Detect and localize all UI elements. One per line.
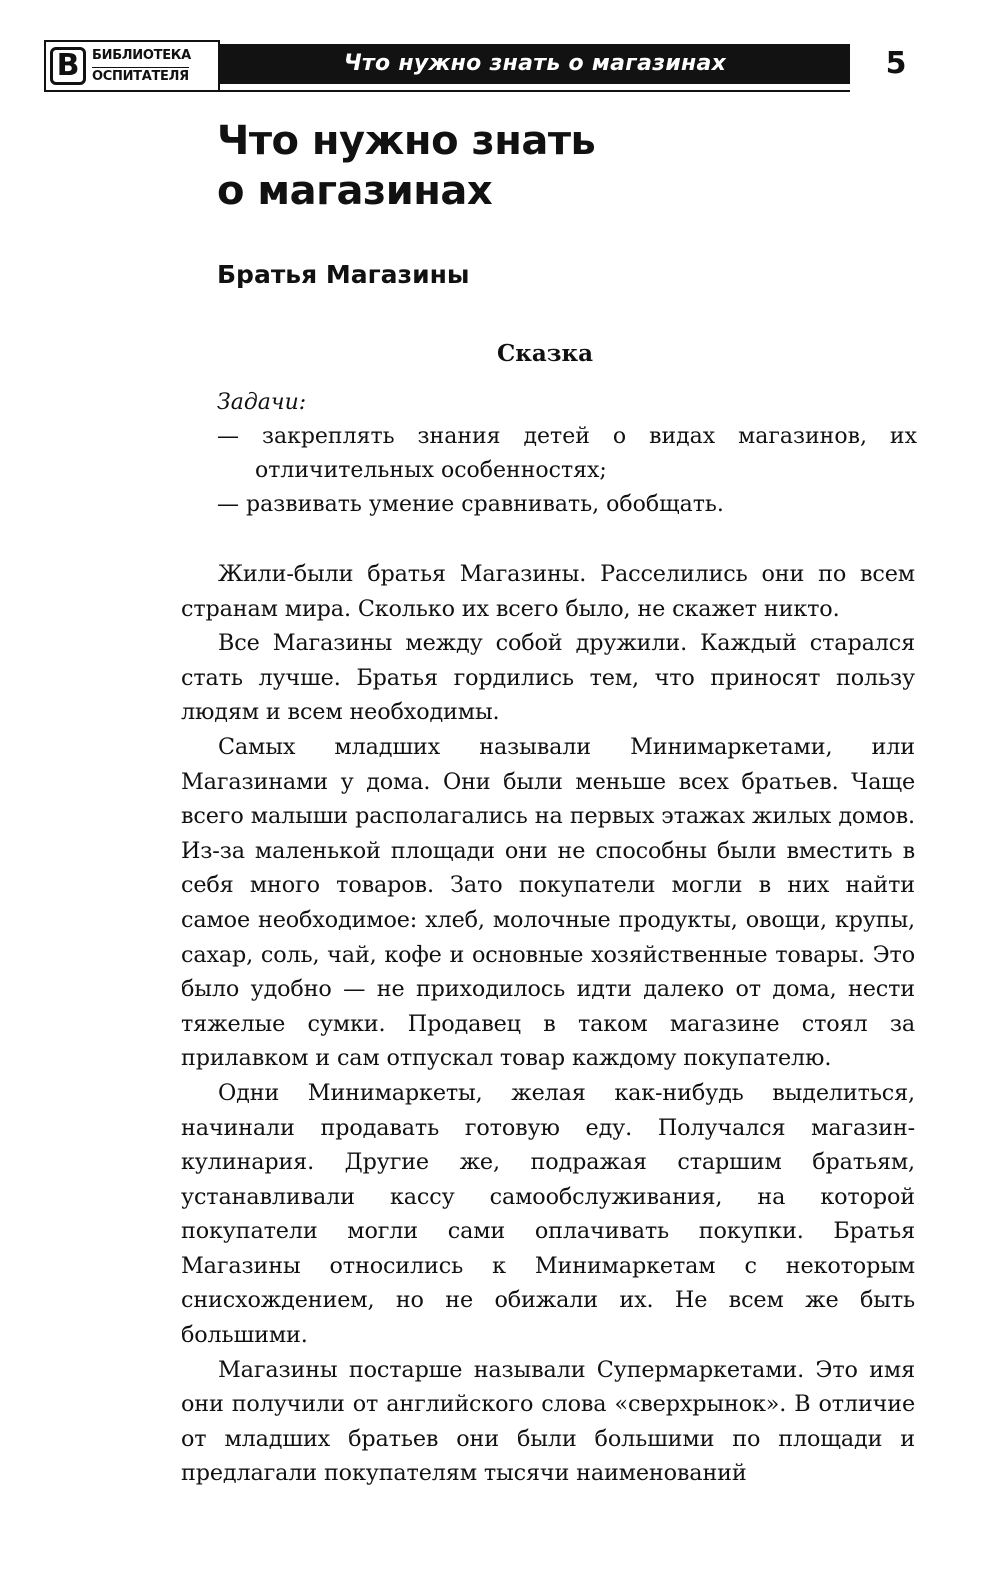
running-header bbox=[44, 40, 914, 96]
paragraph: Магазины постарше называли Супермаркетами. Это имя они получили от английского слова «сверхрынок». В отличие от младших братьев они были большими по площади и предлагали покупателям тысячи наименований bbox=[181, 1356, 915, 1487]
series-logo-line1: БИБЛИОТЕКА bbox=[92, 48, 191, 63]
paragraph: Жили-были братья Магазины. Расселились они по всем странам мира. Сколько их всего было, не скажет никто. bbox=[181, 561, 915, 622]
page-number: 5 bbox=[885, 46, 907, 81]
chapter-title-line1: Что нужно знать bbox=[217, 118, 596, 164]
header-divider bbox=[220, 90, 850, 92]
tasks-block bbox=[217, 386, 917, 522]
chapter-title bbox=[217, 116, 917, 216]
genre-label: Сказка bbox=[496, 340, 593, 367]
chapter-title-line2: о магазинах bbox=[217, 168, 493, 214]
task-item: — развивать умение сравнивать, обобщать. bbox=[217, 492, 724, 517]
paragraph: Все Магазины между собой дружили. Каждый старался стать лучше. Братья гордились тем, что приносят пользу людям и всем необходимы. bbox=[181, 630, 915, 726]
section-title: Братья Магазины bbox=[217, 260, 470, 289]
paragraph: Самых младших называли Минимаркетами, или Магазинами у дома. Они были меньше всех братьев. Чаще всего малыши располагались на первых этажах жилых домов. Из-за маленькой площади они не способны были вместить в себя много товаров. Зато покупатели могли в них найти самое необходимое: хлеб, молочные продукты, овощи, крупы, сахар, соль, чай, кофе и основные хозяйственные товары. Это было удобно — не приходилось идти далеко от дома, нести тяжелые сумки. Продавец в таком магазине стоял за прилавком и сам отпускал товар каждому покупателю. bbox=[181, 733, 915, 1072]
series-logo bbox=[44, 40, 220, 92]
series-logo-letter: В bbox=[50, 47, 86, 85]
running-title: Что нужно знать о магазинах bbox=[220, 44, 850, 84]
task-item: — закреплять знания детей о видах магазинов, их отличительных особенностях; bbox=[217, 424, 917, 483]
paragraph: Одни Минимаркеты, желая как-нибудь выделиться, начинали продавать готовую еду. Получался магазин-кулинария. Другие же, подражая старшим братьям, устанавливали кассу самообслуживания, на которой покупатели могли сами оплачивать покупки. Братья Магазины относились к Минимаркетам с некоторым снисхождением, но не обижали их. Не всем же быть большими. bbox=[181, 1079, 915, 1349]
story-text bbox=[181, 557, 915, 1491]
series-logo-line2: ОСПИТАТЕЛЯ bbox=[92, 69, 189, 84]
tasks-label: Задачи: bbox=[217, 390, 307, 415]
